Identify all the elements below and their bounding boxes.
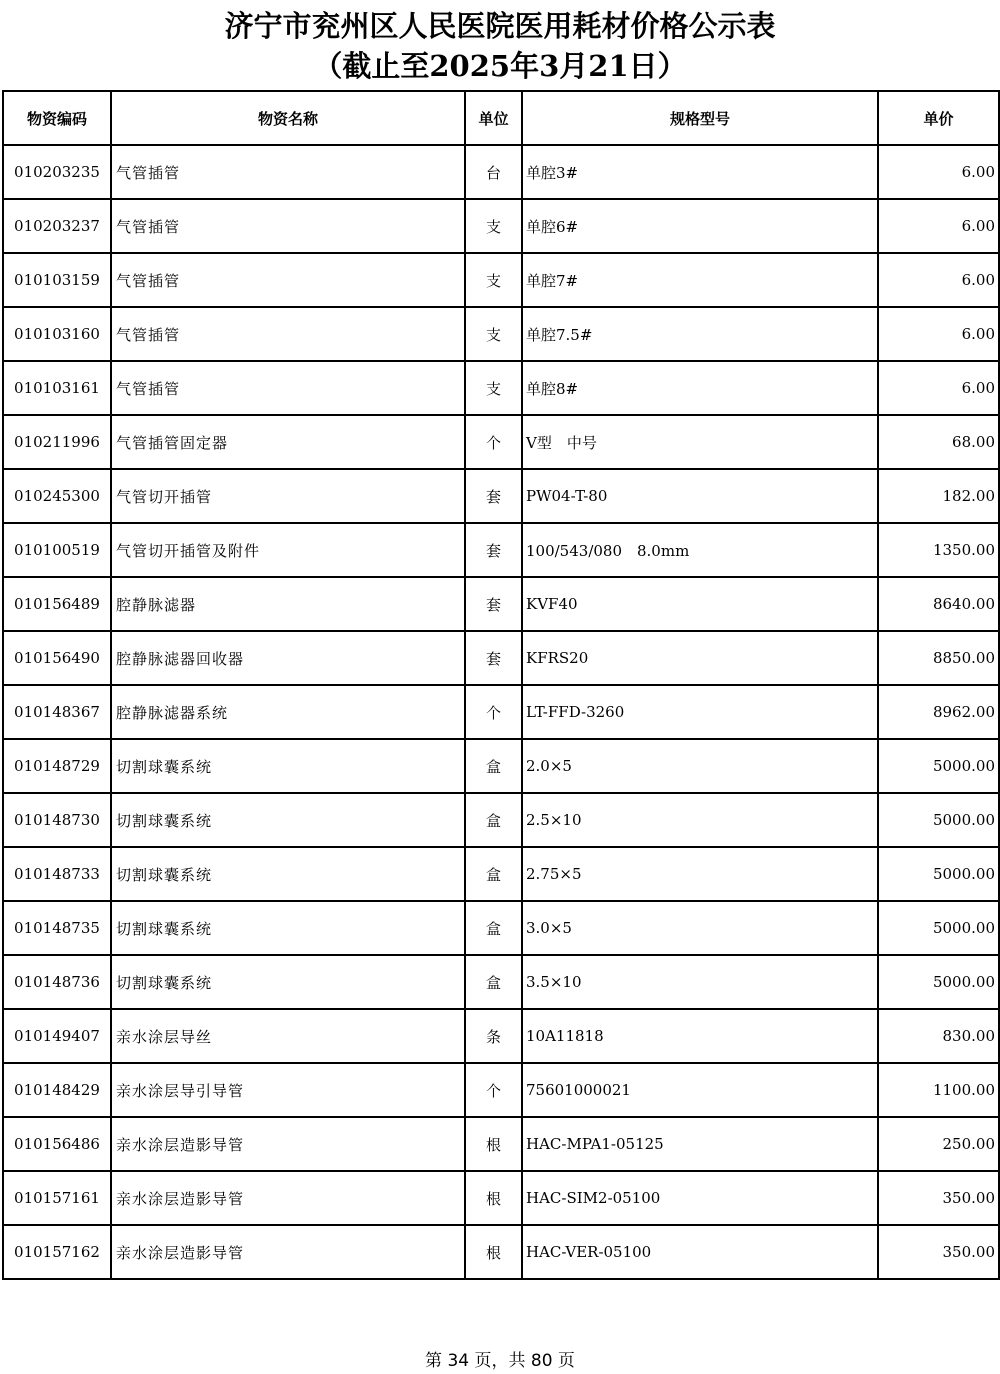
table-row xyxy=(3,523,999,577)
cell-code: 010149407 xyxy=(3,1009,111,1063)
cell-name: 气管插管 xyxy=(111,361,465,415)
cell-spec: 2.5×10 xyxy=(522,793,878,847)
cell-spec: 3.0×5 xyxy=(522,901,878,955)
cell-unit: 条 xyxy=(465,1009,522,1063)
table-row xyxy=(3,307,999,361)
cell-price: 5000.00 xyxy=(878,901,999,955)
cell-unit: 套 xyxy=(465,631,522,685)
cell-unit: 套 xyxy=(465,523,522,577)
cell-unit: 根 xyxy=(465,1225,522,1279)
cell-spec: 75601000021 xyxy=(522,1063,878,1117)
cell-price: 830.00 xyxy=(878,1009,999,1063)
table-row xyxy=(3,631,999,685)
header-price: 单价 xyxy=(878,91,999,145)
cell-spec: PW04-T-80 xyxy=(522,469,878,523)
cell-price: 5000.00 xyxy=(878,739,999,793)
cell-unit: 套 xyxy=(465,469,522,523)
cell-name: 腔静脉滤器回收器 xyxy=(111,631,465,685)
cell-code: 010211996 xyxy=(3,415,111,469)
cell-name: 腔静脉滤器 xyxy=(111,577,465,631)
table-row xyxy=(3,253,999,307)
cell-unit: 根 xyxy=(465,1171,522,1225)
cell-spec: 单腔6# xyxy=(522,199,878,253)
cell-unit: 盒 xyxy=(465,847,522,901)
cell-name: 气管插管 xyxy=(111,253,465,307)
cell-code: 010245300 xyxy=(3,469,111,523)
cell-price: 6.00 xyxy=(878,145,999,199)
cell-spec: KFRS20 xyxy=(522,631,878,685)
table-row xyxy=(3,1063,999,1117)
cell-code: 010157162 xyxy=(3,1225,111,1279)
cell-code: 010156490 xyxy=(3,631,111,685)
cell-spec: 10A11818 xyxy=(522,1009,878,1063)
cell-unit: 套 xyxy=(465,577,522,631)
cell-unit: 盒 xyxy=(465,793,522,847)
cell-unit: 盒 xyxy=(465,955,522,1009)
table-row xyxy=(3,361,999,415)
table-row xyxy=(3,901,999,955)
cell-spec: LT-FFD-3260 xyxy=(522,685,878,739)
cell-price: 8962.00 xyxy=(878,685,999,739)
cell-unit: 个 xyxy=(465,685,522,739)
cell-spec: 2.0×5 xyxy=(522,739,878,793)
cell-spec: 单腔3# xyxy=(522,145,878,199)
cell-code: 010148730 xyxy=(3,793,111,847)
cell-price: 8850.00 xyxy=(878,631,999,685)
cell-price: 6.00 xyxy=(878,199,999,253)
header-name: 物资名称 xyxy=(111,91,465,145)
table-row xyxy=(3,793,999,847)
cell-name: 亲水涂层造影导管 xyxy=(111,1171,465,1225)
cell-spec: 3.5×10 xyxy=(522,955,878,1009)
cell-price: 182.00 xyxy=(878,469,999,523)
cell-name: 切割球囊系统 xyxy=(111,739,465,793)
table-row xyxy=(3,739,999,793)
page-footer: 第 34 页，共 80 页 xyxy=(425,1351,575,1371)
cell-unit: 根 xyxy=(465,1117,522,1171)
cell-name: 气管插管 xyxy=(111,145,465,199)
cell-name: 亲水涂层导丝 xyxy=(111,1009,465,1063)
table-row xyxy=(3,685,999,739)
cell-name: 亲水涂层导引导管 xyxy=(111,1063,465,1117)
cell-price: 68.00 xyxy=(878,415,999,469)
cell-spec: HAC-MPA1-05125 xyxy=(522,1117,878,1171)
cell-name: 切割球囊系统 xyxy=(111,955,465,1009)
cell-code: 010103160 xyxy=(3,307,111,361)
cell-code: 010203237 xyxy=(3,199,111,253)
cell-unit: 盒 xyxy=(465,739,522,793)
cell-name: 亲水涂层造影导管 xyxy=(111,1117,465,1171)
cell-code: 010203235 xyxy=(3,145,111,199)
cell-code: 010156489 xyxy=(3,577,111,631)
table-row xyxy=(3,1009,999,1063)
header-unit: 单位 xyxy=(465,91,522,145)
cell-code: 010148735 xyxy=(3,901,111,955)
cell-code: 010156486 xyxy=(3,1117,111,1171)
cell-price: 350.00 xyxy=(878,1225,999,1279)
cell-unit: 支 xyxy=(465,253,522,307)
cell-name: 气管插管 xyxy=(111,307,465,361)
cell-price: 1100.00 xyxy=(878,1063,999,1117)
page-title: 济宁市兖州区人民医院医用耗材价格公示表 xyxy=(224,9,776,43)
cell-price: 1350.00 xyxy=(878,523,999,577)
table-row xyxy=(3,199,999,253)
cell-code: 010148729 xyxy=(3,739,111,793)
cell-spec: V型 中号 xyxy=(522,415,878,469)
table-row xyxy=(3,847,999,901)
header-spec: 规格型号 xyxy=(522,91,878,145)
table-row xyxy=(3,1117,999,1171)
cell-name: 亲水涂层造影导管 xyxy=(111,1225,465,1279)
cell-spec: HAC-SIM2-05100 xyxy=(522,1171,878,1225)
cell-unit: 个 xyxy=(465,415,522,469)
cell-name: 切割球囊系统 xyxy=(111,793,465,847)
cell-name: 气管插管 xyxy=(111,199,465,253)
cell-name: 气管切开插管 xyxy=(111,469,465,523)
cell-spec: 2.75×5 xyxy=(522,847,878,901)
table-header-row xyxy=(3,91,999,145)
cell-spec: 单腔8# xyxy=(522,361,878,415)
cell-price: 5000.00 xyxy=(878,793,999,847)
cell-name: 气管插管固定器 xyxy=(111,415,465,469)
cell-unit: 支 xyxy=(465,199,522,253)
cell-code: 010103159 xyxy=(3,253,111,307)
cell-spec: 单腔7.5# xyxy=(522,307,878,361)
cell-price: 6.00 xyxy=(878,307,999,361)
cell-code: 010148367 xyxy=(3,685,111,739)
cell-price: 250.00 xyxy=(878,1117,999,1171)
cell-name: 切割球囊系统 xyxy=(111,847,465,901)
cell-code: 010103161 xyxy=(3,361,111,415)
cell-price: 5000.00 xyxy=(878,955,999,1009)
table-row xyxy=(3,577,999,631)
table-row xyxy=(3,1225,999,1279)
cell-code: 010148736 xyxy=(3,955,111,1009)
cell-price: 5000.00 xyxy=(878,847,999,901)
cell-spec: KVF40 xyxy=(522,577,878,631)
cell-spec: HAC-VER-05100 xyxy=(522,1225,878,1279)
cell-spec: 100/543/080 8.0mm xyxy=(522,523,878,577)
cell-name: 切割球囊系统 xyxy=(111,901,465,955)
cell-spec: 单腔7# xyxy=(522,253,878,307)
cell-code: 010100519 xyxy=(3,523,111,577)
cell-price: 6.00 xyxy=(878,253,999,307)
cell-code: 010148429 xyxy=(3,1063,111,1117)
cell-code: 010148733 xyxy=(3,847,111,901)
price-table xyxy=(2,90,1000,1280)
table-row xyxy=(3,955,999,1009)
cell-code: 010157161 xyxy=(3,1171,111,1225)
header-code: 物资编码 xyxy=(3,91,111,145)
table-row xyxy=(3,415,999,469)
cell-unit: 支 xyxy=(465,361,522,415)
cell-name: 气管切开插管及附件 xyxy=(111,523,465,577)
cell-unit: 台 xyxy=(465,145,522,199)
cell-price: 6.00 xyxy=(878,361,999,415)
cell-price: 350.00 xyxy=(878,1171,999,1225)
table-row xyxy=(3,1171,999,1225)
page-subtitle: （截止至2025年3月21日） xyxy=(313,49,687,83)
table-row xyxy=(3,469,999,523)
cell-unit: 支 xyxy=(465,307,522,361)
table-row xyxy=(3,145,999,199)
cell-unit: 个 xyxy=(465,1063,522,1117)
cell-price: 8640.00 xyxy=(878,577,999,631)
cell-name: 腔静脉滤器系统 xyxy=(111,685,465,739)
cell-unit: 盒 xyxy=(465,901,522,955)
